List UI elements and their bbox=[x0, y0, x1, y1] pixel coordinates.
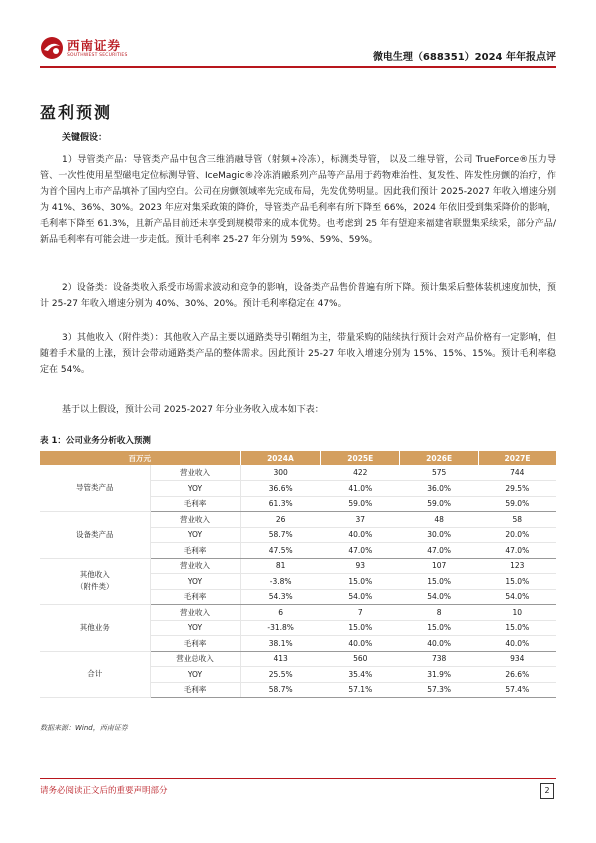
segment-name-line: 导管类产品 bbox=[76, 483, 114, 492]
table-header-row bbox=[40, 451, 556, 465]
value-cell: 26.6% bbox=[479, 667, 556, 683]
report-title: 微电生理（688351）2024 年年报点评 bbox=[372, 52, 556, 63]
header-divider bbox=[40, 66, 556, 68]
header-year: 2024A bbox=[240, 451, 321, 465]
value-cell: 57.4% bbox=[479, 682, 556, 698]
value-cell: 54.0% bbox=[400, 589, 479, 605]
value-cell: -31.8% bbox=[240, 620, 321, 636]
section-title: 盈利预测 bbox=[40, 103, 113, 122]
company-logo bbox=[40, 34, 160, 64]
metric-cell: 营业收入 bbox=[150, 558, 240, 574]
metric-cell: 毛利率 bbox=[150, 543, 240, 559]
value-cell: 15.0% bbox=[479, 574, 556, 590]
value-cell: 934 bbox=[479, 651, 556, 667]
value-cell: 15.0% bbox=[400, 620, 479, 636]
header-year: 2027E bbox=[479, 451, 556, 465]
metric-cell: YOY bbox=[150, 667, 240, 683]
key-assumptions-heading: 关键假设： bbox=[62, 133, 108, 143]
table-caption: 表 1：公司业务分析收入预测 bbox=[40, 436, 151, 446]
paragraph-equipment: 2）设备类：设备类收入系受市场需求波动和竞争的影响，设备类产品售价普遍有所下降。预计集采后整体装机速度加快，预计 25-27 年收入增速分别为 40%、30%、20%。预计毛利率稳定在 47%。 bbox=[40, 283, 556, 309]
value-cell: 40.0% bbox=[400, 636, 479, 652]
value-cell: 47.5% bbox=[240, 543, 321, 559]
value-cell: 58.7% bbox=[240, 682, 321, 698]
value-cell: 300 bbox=[240, 465, 321, 481]
value-cell: 54.0% bbox=[321, 589, 400, 605]
value-cell: 29.5% bbox=[479, 481, 556, 497]
segment-name-cell bbox=[40, 465, 150, 512]
segment-name-cell bbox=[40, 558, 150, 605]
value-cell: 35.4% bbox=[321, 667, 400, 683]
metric-cell: YOY bbox=[150, 574, 240, 590]
paragraph-summary: 基于以上假设，预计公司 2025-2027 年分业务收入成本如下表： bbox=[62, 405, 324, 415]
value-cell: 575 bbox=[400, 465, 479, 481]
logo-chinese-text: 西南证券 bbox=[67, 38, 122, 53]
value-cell: 40.0% bbox=[321, 636, 400, 652]
metric-cell: 毛利率 bbox=[150, 589, 240, 605]
metric-cell: 营业总收入 bbox=[150, 651, 240, 667]
value-cell: 54.3% bbox=[240, 589, 321, 605]
revenue-forecast-table bbox=[40, 451, 556, 698]
paragraph-catheters: 1）导管类产品：导管类产品中包含三维消融导管（射频+冷冻），标测类导管， 以及二维导管，公司 TrueForce®压力导管、一次性使用星型磁电定位标测导管、IceMagic®冷冻消融系列产品等产品用于药物难治性、复发性、阵发性房颤的治疗，作为首个国内上市产品填补了国内空白。公司在房颤领域率先完成布局，先发优势明显。因此我们预计 2025-2027 年收入增速分别为 41%、36%、30%。2023 年应对集采政策的降价，导管类产品毛利率有所下降至 66%，2024 年依旧受到集采降价的影响，毛利率下降至 61.3%，且新产品目前还未享受到规模带来的成本优势。也考虑到 25 年有望迎来福建省联盟集采续采，部分产品/新品毛利率有可能会进一步走低。预计毛利率 25-27 年分别为 59%、59%、59%。 bbox=[40, 155, 556, 245]
table-row bbox=[40, 605, 556, 621]
header-year: 2026E bbox=[400, 451, 479, 465]
segment-name-line: 设备类产品 bbox=[76, 529, 114, 539]
value-cell: 47.0% bbox=[479, 543, 556, 559]
metric-cell: 毛利率 bbox=[150, 682, 240, 698]
value-cell: 81 bbox=[240, 558, 321, 574]
value-cell: -3.8% bbox=[240, 574, 321, 590]
value-cell: 47.0% bbox=[321, 543, 400, 559]
value-cell: 744 bbox=[479, 465, 556, 481]
value-cell: 36.6% bbox=[240, 481, 321, 497]
value-cell: 58.7% bbox=[240, 527, 321, 543]
value-cell: 15.0% bbox=[321, 574, 400, 590]
value-cell: 10 bbox=[479, 605, 556, 621]
metric-cell: 营业收入 bbox=[150, 605, 240, 621]
header-unit: 百万元 bbox=[40, 451, 240, 465]
value-cell: 58 bbox=[479, 512, 556, 528]
paragraph-other-income: 3）其他收入（附件类）：其他收入产品主要以通路类导引鞘组为主，带量采购的陆续执行预计会对产品价格有一定影响，但随着手术量的上涨，预计会带动通路类产品的整体需求。因此预计 25-27 年收入增速分别为 15%、15%、15%。预计毛利率稳定在 54%。 bbox=[40, 333, 556, 375]
page-header bbox=[40, 34, 556, 66]
page-number: 2 bbox=[540, 783, 554, 799]
value-cell: 20.0% bbox=[479, 527, 556, 543]
value-cell: 48 bbox=[400, 512, 479, 528]
logo-emblem-icon bbox=[40, 36, 64, 60]
value-cell: 123 bbox=[479, 558, 556, 574]
value-cell: 7 bbox=[321, 605, 400, 621]
table-row bbox=[40, 465, 556, 481]
logo-english-text: SOUTHWEST SECURITIES bbox=[67, 53, 128, 58]
value-cell: 560 bbox=[321, 651, 400, 667]
footer-disclaimer: 请务必阅读正文后的重要声明部分 bbox=[40, 786, 168, 796]
segment-name-line: 其他业务 bbox=[79, 622, 110, 632]
value-cell: 15.0% bbox=[321, 620, 400, 636]
value-cell: 47.0% bbox=[400, 543, 479, 559]
metric-cell: 毛利率 bbox=[150, 636, 240, 652]
metric-cell: YOY bbox=[150, 527, 240, 543]
table-row bbox=[40, 558, 556, 574]
value-cell: 8 bbox=[400, 605, 479, 621]
segment-name-line: 合计 bbox=[87, 669, 103, 679]
segment-name-line: （附件类） bbox=[76, 582, 114, 592]
table-row bbox=[40, 512, 556, 528]
value-cell: 37 bbox=[321, 512, 400, 528]
value-cell: 57.3% bbox=[400, 682, 479, 698]
segment-name-line: 其他收入 bbox=[79, 570, 110, 580]
table-source-note: 数据来源：Wind，西南证券 bbox=[40, 724, 128, 732]
value-cell: 422 bbox=[321, 465, 400, 481]
header-year: 2025E bbox=[321, 451, 400, 465]
value-cell: 15.0% bbox=[400, 574, 479, 590]
value-cell: 41.0% bbox=[321, 481, 400, 497]
value-cell: 38.1% bbox=[240, 636, 321, 652]
value-cell: 15.0% bbox=[479, 620, 556, 636]
metric-cell: YOY bbox=[150, 481, 240, 497]
value-cell: 26 bbox=[240, 512, 321, 528]
value-cell: 31.9% bbox=[400, 667, 479, 683]
value-cell: 36.0% bbox=[400, 481, 479, 497]
value-cell: 57.1% bbox=[321, 682, 400, 698]
value-cell: 61.3% bbox=[240, 496, 321, 512]
value-cell: 93 bbox=[321, 558, 400, 574]
value-cell: 59.0% bbox=[400, 496, 479, 512]
metric-cell: 毛利率 bbox=[150, 496, 240, 512]
value-cell: 738 bbox=[400, 651, 479, 667]
table-row bbox=[40, 651, 556, 667]
value-cell: 6 bbox=[240, 605, 321, 621]
metric-cell: 营业收入 bbox=[150, 465, 240, 481]
value-cell: 413 bbox=[240, 651, 321, 667]
value-cell: 59.0% bbox=[479, 496, 556, 512]
segment-name-cell bbox=[40, 605, 150, 652]
footer-divider bbox=[40, 778, 556, 779]
metric-cell: 营业收入 bbox=[150, 512, 240, 528]
value-cell: 59.0% bbox=[321, 496, 400, 512]
value-cell: 54.0% bbox=[479, 589, 556, 605]
value-cell: 40.0% bbox=[321, 527, 400, 543]
segment-name-cell bbox=[40, 512, 150, 559]
value-cell: 30.0% bbox=[400, 527, 479, 543]
value-cell: 40.0% bbox=[479, 636, 556, 652]
value-cell: 25.5% bbox=[240, 667, 321, 683]
table-body bbox=[40, 465, 556, 698]
segment-name-cell bbox=[40, 651, 150, 698]
metric-cell: YOY bbox=[150, 620, 240, 636]
value-cell: 107 bbox=[400, 558, 479, 574]
